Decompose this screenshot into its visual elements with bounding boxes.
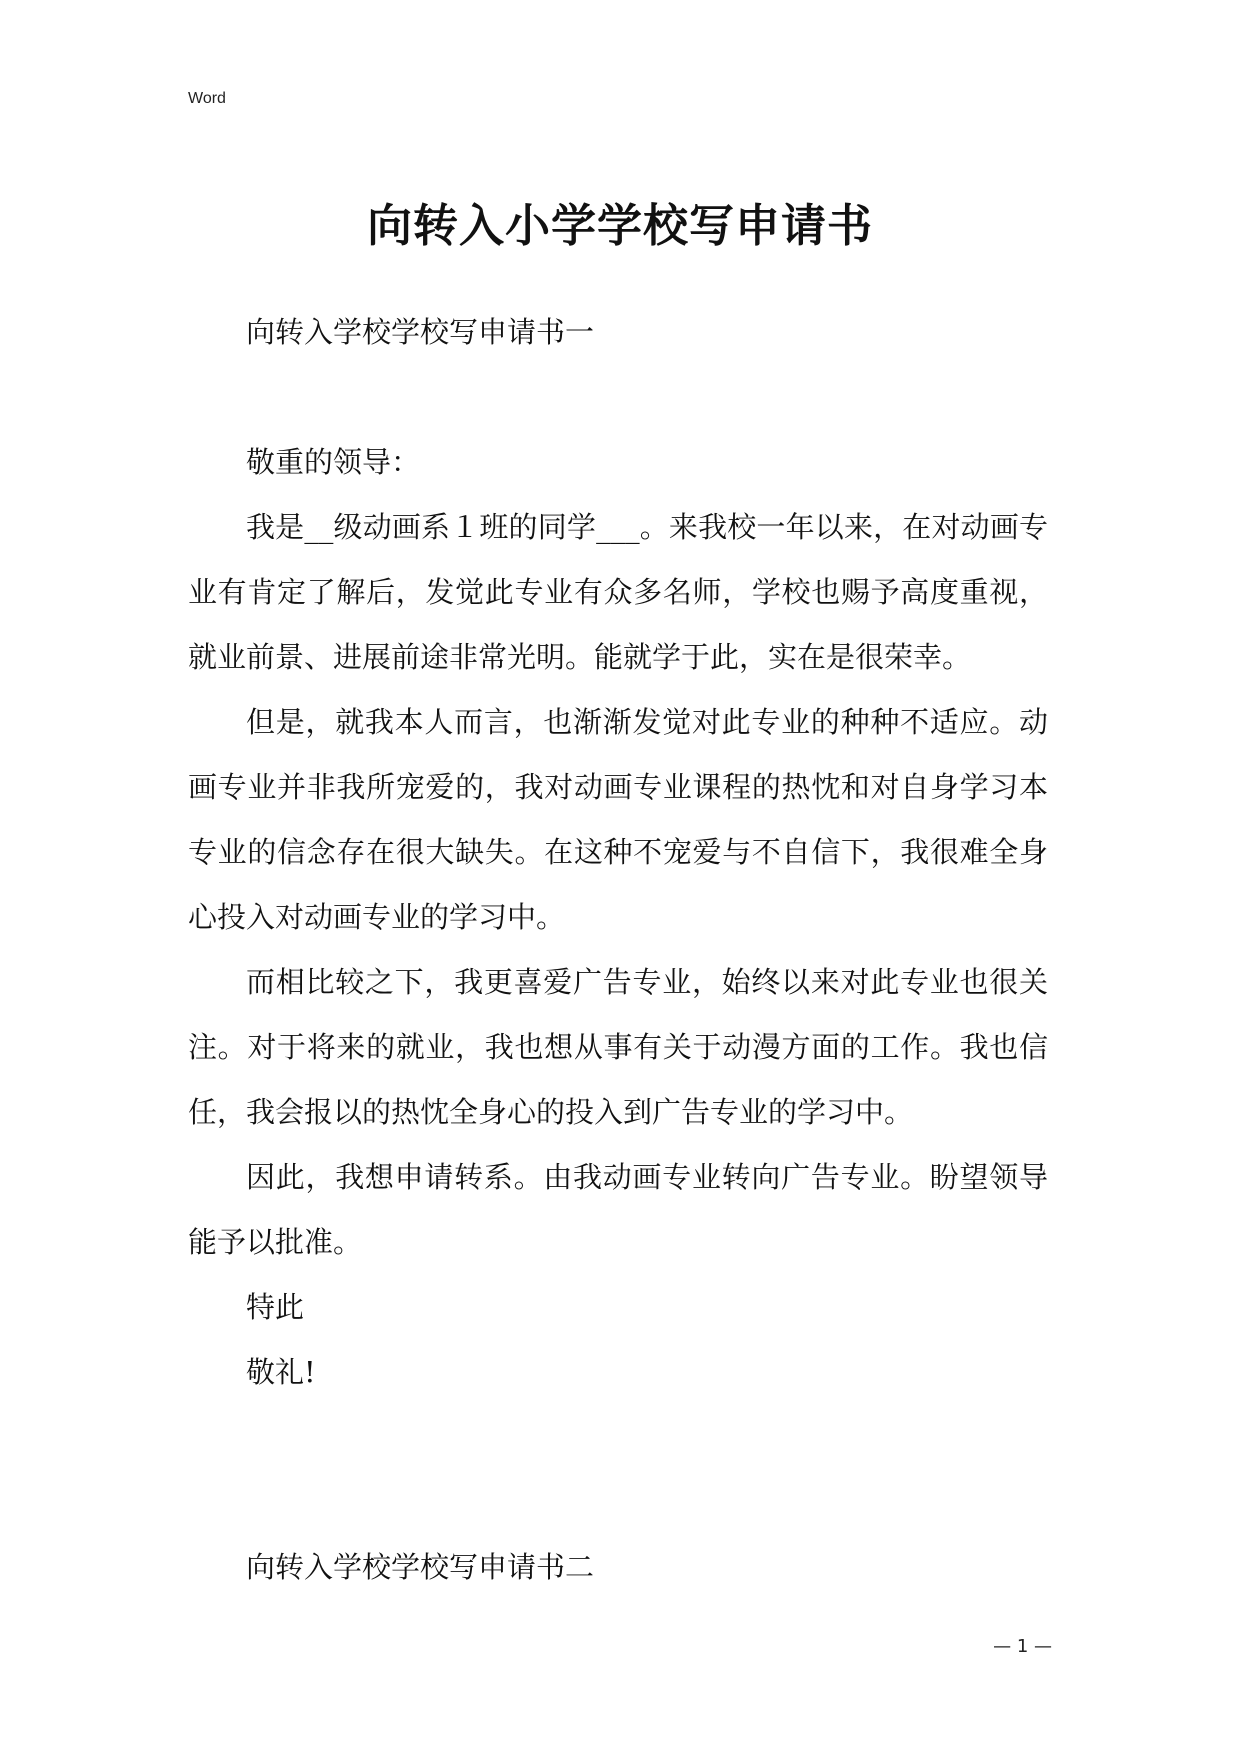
closing-line-1: 特此	[246, 1290, 305, 1324]
paragraph-3: 而相比较之下，我更喜爱广告专业，始终以来对此专业也很关注。对于将来的就业，我也想从事有关于动漫方面的工作。我也信任，我会报以的热忱全身心的投入到广告专业的学习中。	[188, 965, 1048, 1129]
paragraph-1: 我是__级动画系１班的同学___。来我校一年以来，在对动画专业有肯定了解后，发觉此专业有众多名师，学校也赐予高度重视，就业前景、进展前途非常光明。能就学于此，实在是很荣幸。	[188, 510, 1048, 674]
page-number: — 1 —	[993, 1636, 1052, 1657]
paragraph-2: 但是，就我本人而言，也渐渐发觉对此专业的种种不适应。动画专业并非我所宠爱的，我对动画专业课程的热忱和对自身学习本专业的信念存在很大缺失。在这种不宠爱与不自信下，我很难全身心投入对动画专业的学习中。	[188, 705, 1048, 934]
document-title: 向转入小学学校写申请书	[366, 199, 873, 252]
closing-line-2: 敬礼!	[246, 1355, 316, 1389]
paragraph-4: 因此，我想申请转系。由我动画专业转向广告专业。盼望领导能予以批准。	[188, 1160, 1048, 1259]
document-header-label: Word	[188, 90, 226, 107]
salutation: 敬重的领导：	[246, 445, 421, 479]
section-heading-two: 向转入学校学校写申请书二	[246, 1550, 595, 1584]
section-heading-one: 向转入学校学校写申请书一	[246, 315, 595, 349]
